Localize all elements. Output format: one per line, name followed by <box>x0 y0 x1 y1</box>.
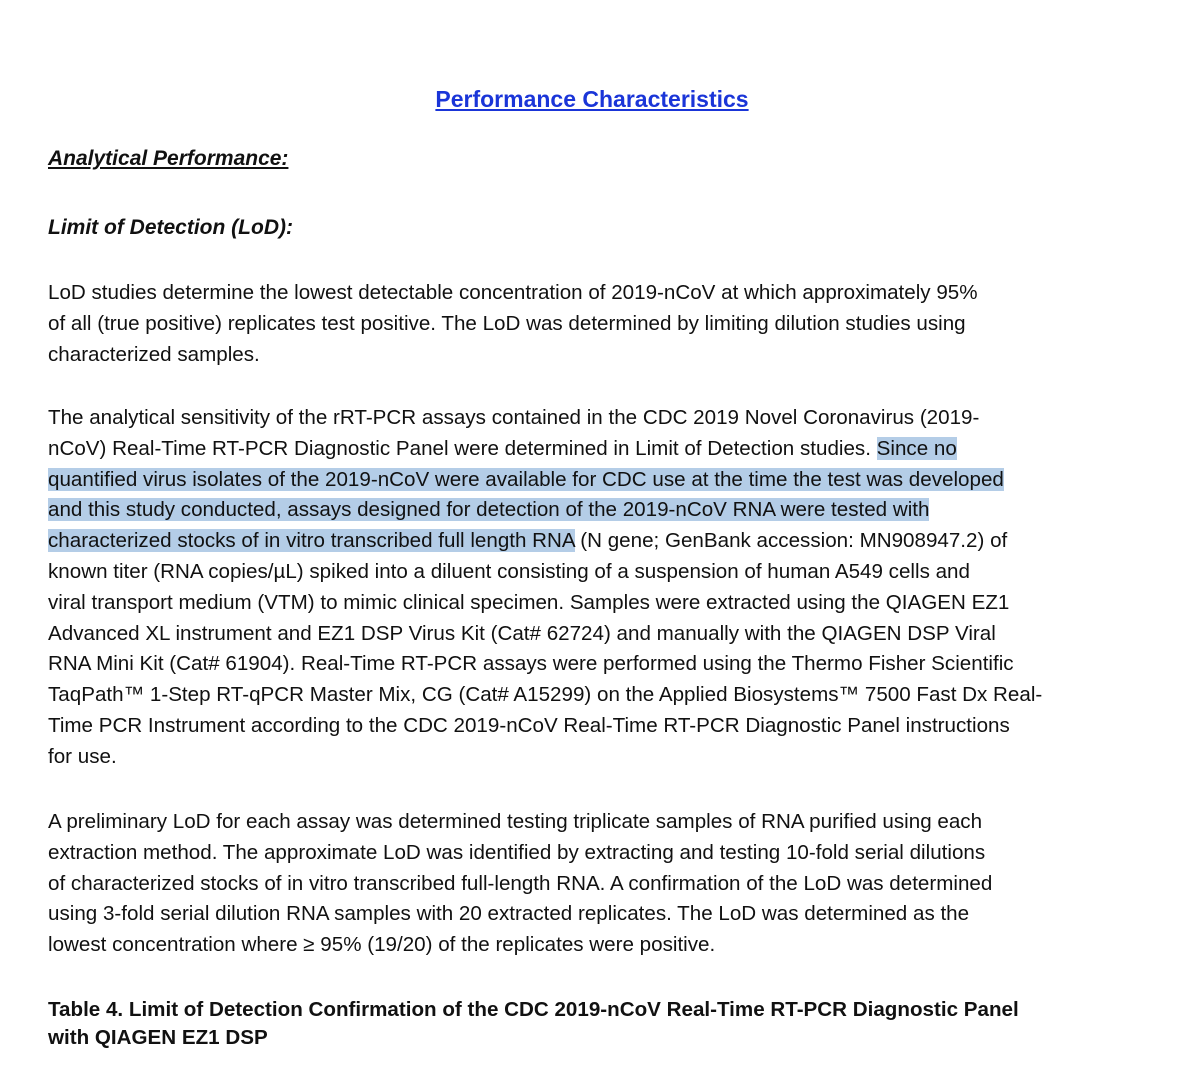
text-line: The analytical sensitivity of the rRT-PCR assays contained in the CDC 2019 Novel Coronavirus (2019- <box>48 406 980 429</box>
text-line: lowest concentration where ≥ 95% (19/20) of the replicates were positive. <box>48 933 716 957</box>
text-segment: (N gene; GenBank accession: MN908947.2) of <box>574 529 1008 553</box>
subheading-lod: Limit of Detection (LoD): <box>48 216 293 239</box>
text-line: using 3-fold serial dilution RNA samples with 20 extracted replicates. The LoD was determined as the <box>48 902 970 926</box>
text-line <box>48 526 1163 557</box>
text-line <box>48 434 1163 465</box>
text-line: LoD studies determine the lowest detectable concentration of 2019-nCoV at which approximately 95% <box>48 281 978 304</box>
text-line: A preliminary LoD for each assay was determined testing triplicate samples of RNA purified using each <box>48 810 983 833</box>
text-line: for use. <box>48 744 117 768</box>
highlighted-text[interactable]: and this study conducted, assays designed for detection of the 2019-nCoV RNA were tested with <box>48 498 930 522</box>
text-line: known titer (RNA copies/µL) spiked into a diluent consisting of a suspension of human A549 cells and <box>48 559 970 583</box>
text-line: extraction method. The approximate LoD was identified by extracting and testing 10-fold serial dilutions <box>48 840 986 864</box>
table-caption-continued: with QIAGEN EZ1 DSP <box>48 1026 268 1049</box>
text-line: of all (true positive) replicates test positive. The LoD was determined by limiting dilution studies using <box>48 311 966 335</box>
highlighted-text[interactable]: Since no <box>876 436 957 460</box>
text-line: characterized samples. <box>48 342 260 366</box>
paragraph-lod-definition <box>48 278 1163 370</box>
text-line <box>48 465 1163 496</box>
highlighted-text[interactable]: characterized stocks of in vitro transcribed full length RNA <box>48 529 575 553</box>
table-caption-cutoff <box>48 1026 268 1049</box>
text-line <box>48 495 1163 526</box>
highlighted-text[interactable]: quantified virus isolates of the 2019-nCoV were available for CDC use at the time the test was developed <box>48 467 1004 491</box>
text-line: Time PCR Instrument according to the CDC 2019-nCoV Real-Time RT-PCR Diagnostic Panel instructions <box>48 713 1010 737</box>
paragraph-preliminary-lod <box>48 807 1163 961</box>
text-line: TaqPath™ 1-Step RT-qPCR Master Mix, CG (Cat# A15299) on the Applied Biosystems™ 7500 Fast Dx Real- <box>48 683 1043 707</box>
section-heading: Analytical Performance: <box>48 147 289 170</box>
page-title[interactable]: Performance Characteristics <box>435 86 749 112</box>
text-line: Advanced XL instrument and EZ1 DSP Virus Kit (Cat# 62724) and manually with the QIAGEN DSP Viral <box>48 621 996 645</box>
text-line: viral transport medium (VTM) to mimic clinical specimen. Samples were extracted using the QIAGEN EZ1 <box>48 590 1010 614</box>
table-caption: Table 4. Limit of Detection Confirmation of the CDC 2019-nCoV Real-Time RT-PCR Diagnostic Panel <box>48 998 1019 1021</box>
text-segment: nCoV) Real-Time RT-PCR Diagnostic Panel were determined in Limit of Detection studies. <box>48 436 877 460</box>
text-line: RNA Mini Kit (Cat# 61904). Real-Time RT-PCR assays were performed using the Thermo Fisher Scientific <box>48 652 1014 676</box>
text-line: of characterized stocks of in vitro transcribed full-length RNA. A confirmation of the LoD was determined <box>48 871 993 895</box>
paragraph-analytical-sensitivity <box>48 403 1163 773</box>
